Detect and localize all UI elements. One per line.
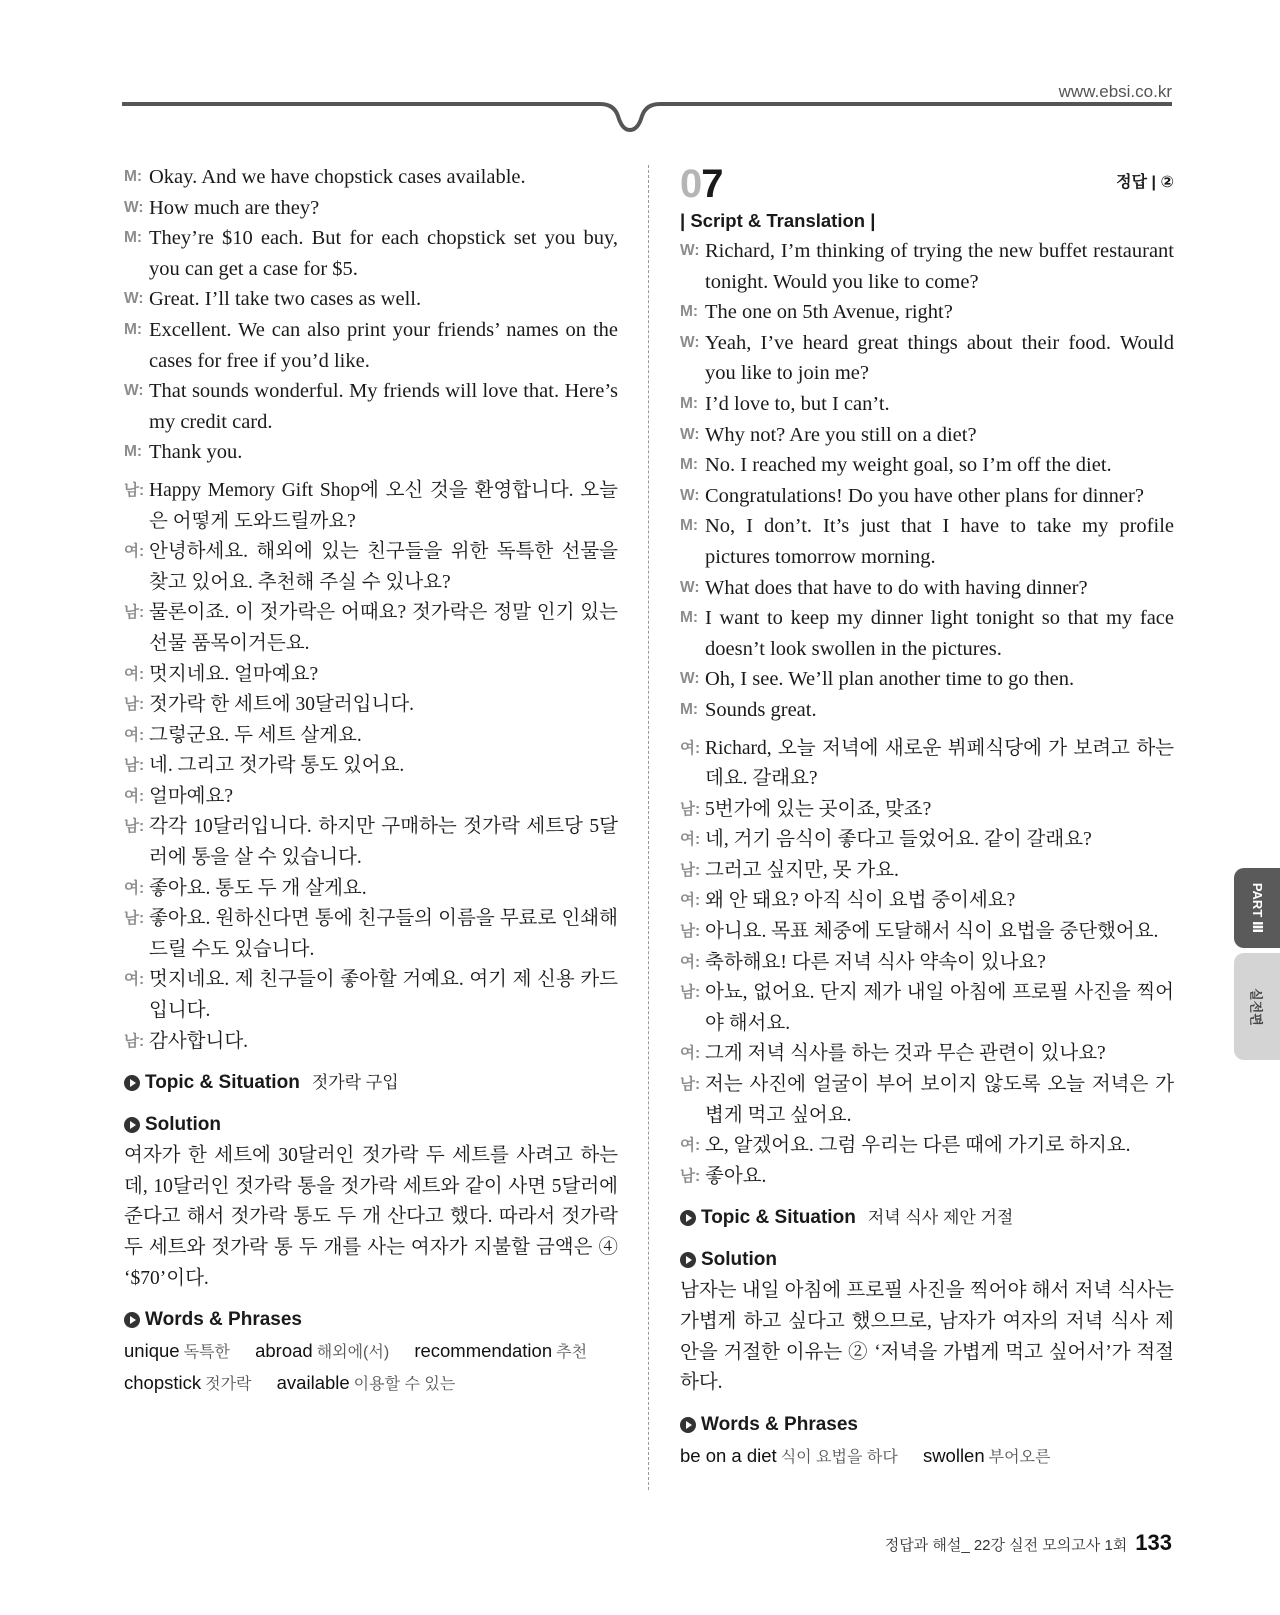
dialog-text: Okay. And we have chopstick cases available. [149, 166, 526, 188]
dialog-text: 젓가락 한 세트에 30달러입니다. [149, 694, 415, 716]
dialog-text: Yeah, I’ve heard great things about their food. Would you like to join me? [705, 331, 1174, 385]
dialog-line [124, 965, 618, 1026]
page-number: 133 [1135, 1530, 1172, 1555]
word-entry [680, 1445, 918, 1466]
dialog-text: Richard, 오늘 저녁에 새로운 뷔페식당에 가 보려고 하는데요. 갈래요? [705, 737, 1174, 790]
topic-label: Topic & Situation [701, 1207, 856, 1229]
speaker-label: W: [124, 198, 144, 216]
dialog-text: How much are they? [149, 196, 320, 219]
dialog-line [124, 223, 618, 284]
word-korean: 식이 요법을 하다 [780, 1448, 898, 1466]
dialog-text: 멋지네요. 제 친구들이 좋아할 거예요. 여기 제 신용 카드입니다. [149, 969, 618, 1022]
dialog-line [680, 978, 1174, 1039]
dialog-text: 오, 알겠어요. 그럼 우리는 다른 때에 가기로 하지요. [705, 1135, 1131, 1157]
speaker-label: M: [680, 303, 699, 321]
words-label: Words & Phrases [701, 1413, 858, 1435]
footer-text: 정답과 해설_ 22강 실전 모의고사 1회 [884, 1537, 1128, 1554]
speaker-label: 여: [124, 971, 145, 989]
side-tab-section-label: 실전편 [1248, 987, 1264, 1026]
dialog-line [124, 782, 618, 813]
dialog-line [124, 598, 618, 659]
dialog-line [680, 1162, 1174, 1193]
word-korean: 추천 [556, 1344, 588, 1362]
speaker-label: 여: [680, 739, 701, 757]
dialog-line [680, 573, 1174, 604]
dialog-text: I want to keep my dinner light tonight so that my face doesn’t look swollen in the pictures. [705, 607, 1174, 660]
dialog-text: 5번가에 있는 곳이죠, 맞죠? [705, 798, 932, 820]
speaker-label: M: [680, 609, 699, 627]
dialog-line [124, 690, 618, 721]
word-english: available [276, 1372, 350, 1394]
speaker-label: 여: [680, 892, 701, 910]
words-heading [680, 1409, 1174, 1441]
speaker-label: 남: [124, 481, 145, 499]
word-entry [124, 1372, 272, 1393]
solution-heading [680, 1244, 1174, 1276]
dialog-text: No, I don’t. It’s just that I have to take my profile pictures tomorrow morning. [705, 515, 1174, 568]
speaker-label: W: [680, 242, 700, 259]
dialog-line [124, 193, 618, 224]
dialog-line [680, 825, 1174, 856]
dialog-line [124, 376, 618, 437]
dialog-line [680, 1131, 1174, 1162]
dialog-line [680, 450, 1174, 481]
speaker-label: M: [680, 517, 699, 535]
dialog-line [124, 660, 618, 691]
dialog-text: 안녕하세요. 해외에 있는 친구들을 위한 독특한 선물을 찾고 있어요. 추천해 주실 수 있나요? [149, 541, 618, 593]
dialog-line [680, 664, 1174, 695]
speaker-label: 남: [680, 1167, 701, 1185]
dialog-line [124, 874, 618, 905]
words-heading [124, 1304, 618, 1336]
dialog-line [124, 284, 618, 315]
dialog-text: Excellent. We can also print your friends’ names on the cases for free if you’d like. [149, 318, 618, 372]
words-list [124, 1336, 618, 1400]
speaker-label: M: [680, 394, 699, 412]
word-entry [277, 1372, 476, 1393]
dialog-line [124, 162, 618, 193]
dialog-text: 그게 저녁 식사를 하는 것과 무슨 관련이 있나요? [705, 1043, 1106, 1065]
words-label: Words & Phrases [145, 1309, 302, 1331]
speaker-label: 여: [680, 1137, 701, 1155]
dialog-text: 각각 10달러입니다. 하지만 구매하는 젓가락 세트당 5달러에 통을 살 수 있습니다. [149, 816, 618, 869]
word-english: unique [124, 1340, 180, 1362]
speaker-label: M: [124, 443, 143, 461]
dialog-line [680, 695, 1174, 726]
speaker-label: M: [680, 456, 699, 474]
dialog-text: Thank you. [149, 441, 243, 464]
dialog-text: No. I reached my weight goal, so I’m off the diet. [705, 454, 1112, 477]
dialog-line [680, 420, 1174, 451]
speaker-label: 여: [124, 665, 145, 683]
speaker-label: 여: [680, 1045, 701, 1063]
speaker-label: 여: [124, 879, 145, 897]
play-icon [680, 1417, 696, 1433]
play-icon [124, 1312, 140, 1328]
dialog-line [680, 948, 1174, 979]
dialog-korean [124, 476, 618, 1057]
words-list [680, 1441, 1174, 1473]
word-english: recommendation [414, 1340, 553, 1362]
dialog-text: Richard, I’m thinking of trying the new buffet restaurant tonight. Would you like to come? [705, 240, 1174, 293]
speaker-label: M: [680, 700, 699, 718]
dialog-text: Oh, I see. We’ll plan another time to go then. [705, 668, 1075, 691]
dialog-line [124, 721, 618, 752]
speaker-label: 남: [680, 923, 701, 941]
speaker-label: W: [680, 333, 700, 351]
word-english: swollen [922, 1444, 985, 1466]
topic-heading [124, 1067, 618, 1099]
question-header [680, 162, 1174, 204]
question-number-digit: 7 [701, 162, 723, 206]
dialog-line [680, 328, 1174, 389]
answer-label: 정답 | ② [1116, 174, 1174, 191]
solution-label: Solution [145, 1114, 221, 1136]
dialog-line [124, 476, 618, 537]
dialog-text: They’re $10 each. But for each chopstick set you buy, you can get a case for $5. [149, 227, 618, 280]
speaker-label: 남: [680, 800, 701, 818]
play-icon [680, 1252, 696, 1268]
dialog-text: 그렇군요. 두 세트 살게요. [149, 724, 362, 746]
dialog-text: 아뇨, 없어요. 단지 제가 내일 아침에 프로필 사진을 찍어야 해서요. [705, 982, 1174, 1034]
topic-label: Topic & Situation [145, 1072, 300, 1094]
left-column [124, 162, 618, 1400]
dialog-line [124, 1027, 618, 1058]
dialog-text: 네. 그리고 젓가락 통도 있어요. [149, 755, 405, 777]
speaker-label: M: [124, 168, 143, 185]
solution-text: 남자는 내일 아침에 프로필 사진을 찍어야 해서 저녁 식사는 가볍게 하고 싶다고 했으므로, 남자가 여자의 저녁 식사 제안을 거절한 이유는 ② ‘저녁을 가볍게 먹고 싶어서’가 적절하다. [680, 1280, 1174, 1394]
dialog-text: The one on 5th Avenue, right? [705, 301, 953, 324]
speaker-label: W: [124, 382, 144, 400]
dialog-line [680, 917, 1174, 948]
speaker-label: 남: [680, 861, 701, 879]
speaker-label: W: [680, 670, 700, 688]
dialog-line [680, 603, 1174, 664]
speaker-label: W: [680, 425, 700, 443]
word-entry [414, 1340, 607, 1361]
dialog-text: 좋아요. 통도 두 개 살게요. [149, 877, 367, 899]
play-icon [124, 1117, 140, 1133]
speaker-label: 남: [680, 1076, 701, 1094]
dialog-text: Sounds great. [705, 698, 817, 721]
word-korean: 독특한 [183, 1344, 230, 1362]
dialog-line [680, 1039, 1174, 1070]
speaker-label: 남: [124, 1032, 145, 1050]
word-english: chopstick [124, 1372, 202, 1394]
topic-value: 저녁 식사 제안 거절 [867, 1208, 1014, 1228]
dialog-text: 왜 안 돼요? 아직 식이 요법 중이세요? [705, 890, 1016, 912]
dialog-text: 감사합니다. [149, 1030, 249, 1052]
dialog-text: 좋아요. [705, 1165, 767, 1187]
speaker-label: W: [680, 486, 700, 504]
dialog-text: 그러고 싶지만, 못 가요. [705, 859, 899, 881]
dialog-text: I’d love to, but I can’t. [705, 392, 890, 415]
speaker-label: 여: [124, 543, 145, 561]
speaker-label: 남: [680, 984, 701, 1002]
topic-value: 젓가락 구입 [311, 1073, 399, 1093]
word-korean: 부어오른 [988, 1448, 1051, 1466]
column-divider [648, 165, 649, 1490]
question-number [680, 164, 723, 204]
word-korean: 젓가락 [205, 1376, 252, 1394]
dialog-text: Congratulations! Do you have other plans for dinner? [705, 484, 1144, 507]
dialog-line [124, 315, 618, 376]
dialog-line [680, 511, 1174, 572]
question-number-prefix: 0 [680, 162, 702, 206]
solution-heading [124, 1109, 618, 1141]
dialog-line [124, 437, 618, 468]
word-entry [124, 1340, 250, 1361]
word-korean: 이용할 수 있는 [353, 1376, 456, 1394]
dialog-text: 좋아요. 원하신다면 통에 친구들의 이름을 무료로 인쇄해 드릴 수도 있습니다. [149, 908, 618, 960]
right-column [680, 162, 1174, 1473]
dialog-line [680, 297, 1174, 328]
dialog-line [680, 795, 1174, 826]
dialog-line [124, 537, 618, 598]
dialog-line [124, 751, 618, 782]
solution-label: Solution [701, 1249, 777, 1271]
speaker-label: 남: [124, 818, 145, 836]
dialog-text: Happy Memory Gift Shop에 오신 것을 환영합니다. 오늘은 어떻게 도와드릴까요? [149, 479, 618, 532]
dialog-text: What does that have to do with having dinner? [705, 576, 1088, 599]
solution-text: 여자가 한 세트에 30달러인 젓가락 두 세트를 사려고 하는데, 10달러인 젓가락 통을 젓가락 세트와 같이 사면 5달러에 준다고 해서 젓가락 통도 두 개 산다고 했다. 따라서 젓가락 두 세트와 젓가락 통 두 개를 사는 여자가 지불할 금액은 ④ ‘$70’이다. [124, 1145, 618, 1289]
word-english: be on a diet [680, 1444, 777, 1466]
speaker-label: 여: [124, 787, 145, 805]
dialog-text: 축하해요! 다른 저녁 식사 약속이 있나요? [705, 951, 1046, 973]
header-rule [122, 100, 1172, 140]
speaker-label: 남: [124, 696, 145, 714]
word-entry [923, 1445, 1071, 1466]
dialog-text: 멋지네요. 얼마예요? [149, 663, 319, 685]
dialog-line [680, 389, 1174, 420]
speaker-label: M: [124, 229, 143, 247]
word-english: abroad [255, 1340, 313, 1362]
dialog-line [680, 1070, 1174, 1131]
dialog-english [124, 162, 618, 468]
dialog-line [680, 236, 1174, 297]
play-icon [124, 1075, 140, 1091]
dialog-line [680, 856, 1174, 887]
speaker-label: W: [124, 290, 144, 308]
dialog-text: 얼마예요? [149, 785, 234, 807]
dialog-text: 물론이죠. 이 젓가락은 어때요? 젓가락은 정말 인기 있는 선물 품목이거든요. [149, 602, 618, 654]
dialog-text: 네, 거기 음식이 좋다고 들었어요. 같이 갈래요? [705, 829, 1092, 851]
topic-heading [680, 1202, 1174, 1234]
dialog-text: Great. I’ll take two cases as well. [149, 288, 422, 311]
dialog-text: 저는 사진에 얼굴이 부어 보이지 않도록 오늘 저녁은 가볍게 먹고 싶어요. [705, 1074, 1174, 1126]
speaker-label: M: [124, 320, 143, 338]
side-tab-part-label: PART Ⅲ [1250, 882, 1265, 934]
speaker-label: W: [680, 578, 700, 596]
dialog-line [680, 734, 1174, 795]
dialog-english [680, 236, 1174, 726]
play-icon [680, 1210, 696, 1226]
site-url[interactable]: www.ebsi.co.kr [1058, 82, 1172, 101]
word-korean: 해외에(서) [316, 1344, 390, 1362]
speaker-label: 여: [680, 953, 701, 971]
script-title: | Script & Translation | [680, 210, 876, 231]
speaker-label: 남: [124, 604, 145, 622]
dialog-text: That sounds wonderful. My friends will love that. Here’s my credit card. [149, 380, 618, 433]
side-tab-part[interactable] [1234, 868, 1280, 948]
speaker-label: 여: [124, 726, 145, 744]
word-entry [255, 1340, 409, 1361]
dialog-line [124, 812, 618, 873]
side-tab-section[interactable] [1234, 953, 1280, 1060]
speaker-label: 남: [124, 757, 145, 775]
dialog-korean [680, 734, 1174, 1193]
page-footer [885, 1530, 1172, 1556]
speaker-label: 남: [124, 910, 145, 928]
dialog-text: 아니요. 목표 체중에 도달해서 식이 요법을 중단했어요. [705, 921, 1159, 943]
dialog-line [680, 886, 1174, 917]
dialog-line [124, 904, 618, 965]
dialog-line [680, 481, 1174, 512]
speaker-label: 여: [680, 831, 701, 849]
dialog-text: Why not? Are you still on a diet? [705, 423, 977, 446]
